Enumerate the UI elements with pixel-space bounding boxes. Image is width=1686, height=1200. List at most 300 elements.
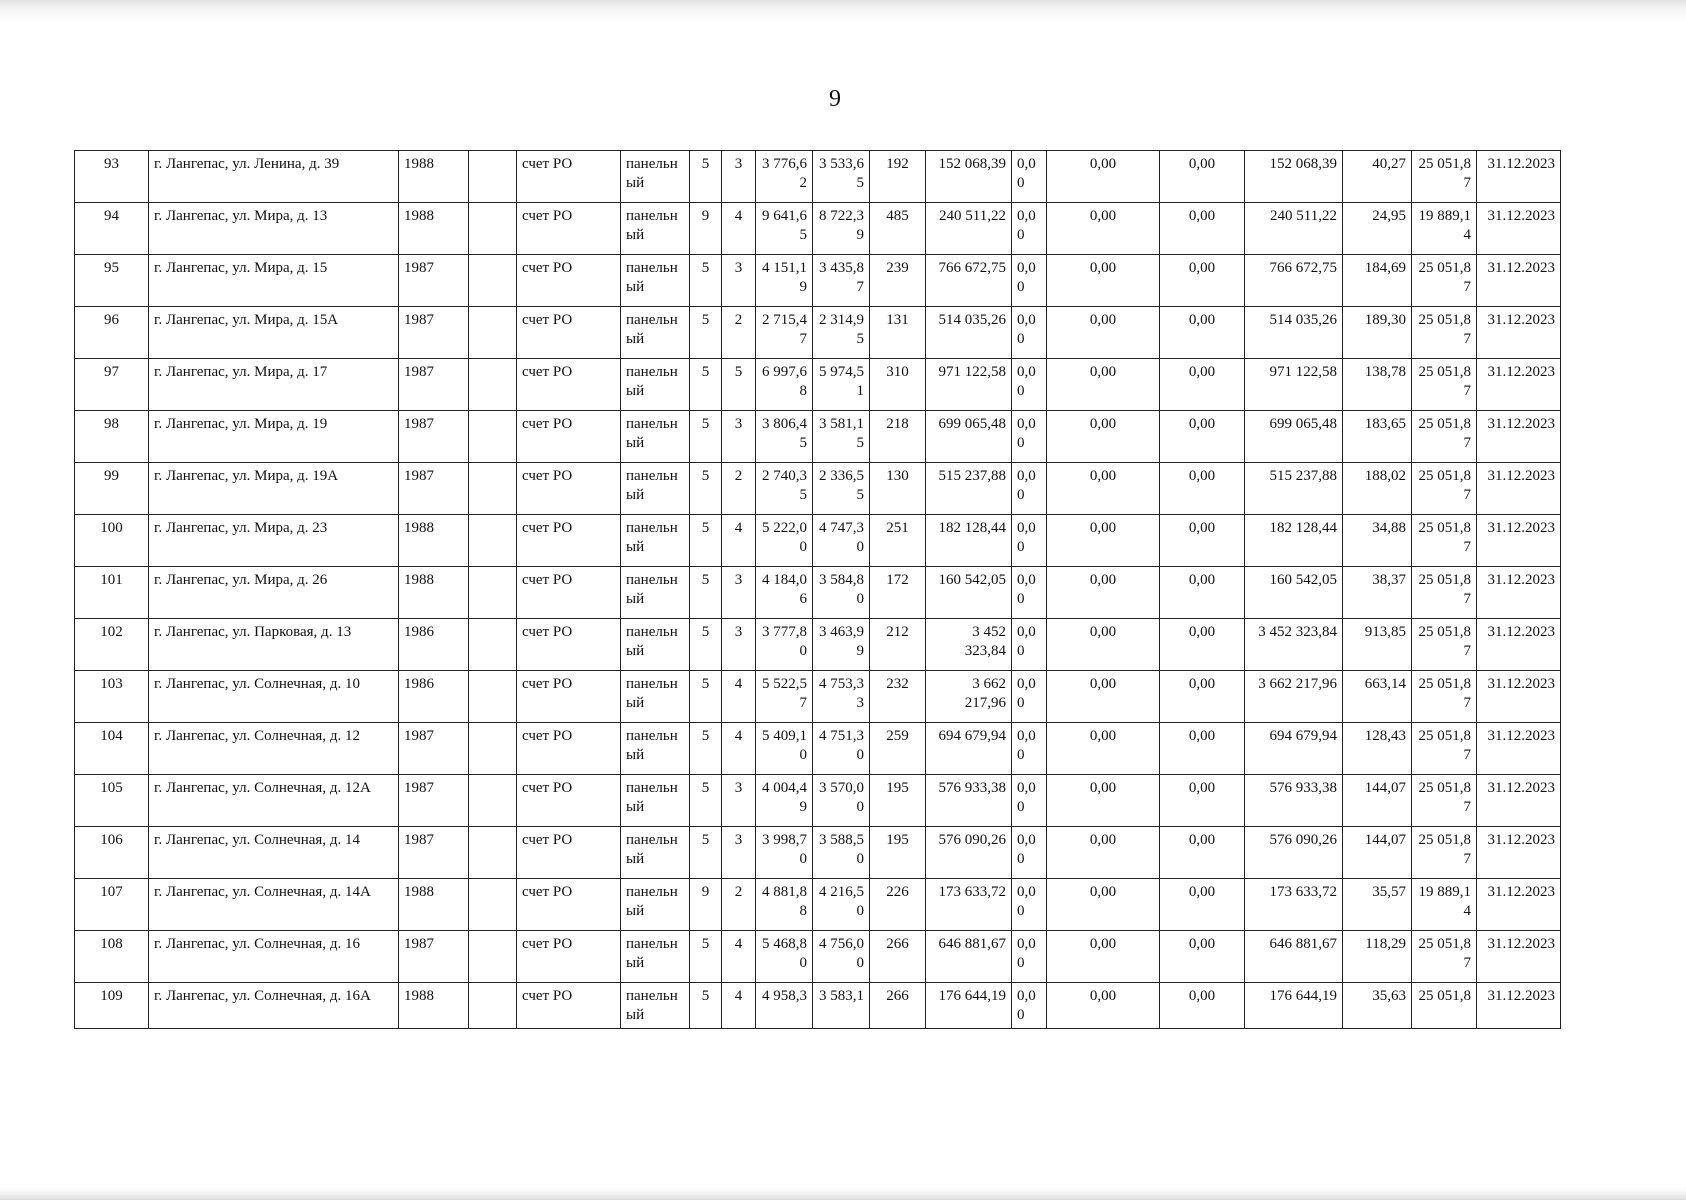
- unit-cost-limit-cell: 25 051,87: [1412, 463, 1477, 515]
- unit-cost-cell: 184,69: [1343, 255, 1412, 307]
- deadline-cell: 31.12.2023: [1477, 151, 1561, 203]
- wall-material-cell: панельный: [621, 151, 690, 203]
- year-cell: 1988: [399, 515, 469, 567]
- local-budget-cell: 0,00: [1160, 359, 1245, 411]
- floors-cell: 5: [690, 255, 722, 307]
- living-area-cell: 3 584,80: [813, 567, 870, 619]
- regional-budget-cell: 0,00: [1047, 723, 1160, 775]
- unit-cost-cell: 40,27: [1343, 151, 1412, 203]
- fund-method-cell: счет РО: [517, 411, 621, 463]
- living-area-cell: 3 588,50: [813, 827, 870, 879]
- local-budget-cell: 0,00: [1160, 567, 1245, 619]
- deadline-cell: 31.12.2023: [1477, 307, 1561, 359]
- unit-cost-cell: 144,07: [1343, 827, 1412, 879]
- year-cell: 1986: [399, 671, 469, 723]
- residents-cell: 232: [870, 671, 926, 723]
- total-cost-cell: 699 065,48: [926, 411, 1012, 463]
- fund-method-cell: счет РО: [517, 827, 621, 879]
- floors-cell: 5: [690, 359, 722, 411]
- row-number: 95: [75, 255, 149, 307]
- floors-cell: 5: [690, 827, 722, 879]
- regional-budget-cell: 0,00: [1047, 619, 1160, 671]
- empty-cell: [469, 827, 517, 879]
- deadline-cell: 31.12.2023: [1477, 255, 1561, 307]
- entrances-cell: 3: [722, 151, 756, 203]
- empty-cell: [469, 879, 517, 931]
- deadline-cell: 31.12.2023: [1477, 619, 1561, 671]
- address-cell: г. Лангепас, ул. Солнечная, д. 16: [149, 931, 399, 983]
- residents-cell: 131: [870, 307, 926, 359]
- unit-cost-cell: 34,88: [1343, 515, 1412, 567]
- empty-cell: [469, 671, 517, 723]
- residents-cell: 259: [870, 723, 926, 775]
- table-row: [75, 827, 1561, 879]
- owners-funds-cell: 3 662 217,96: [1245, 671, 1343, 723]
- year-cell: 1987: [399, 931, 469, 983]
- unit-cost-cell: 189,30: [1343, 307, 1412, 359]
- row-number: 98: [75, 411, 149, 463]
- living-area-cell: 3 435,87: [813, 255, 870, 307]
- table-row: [75, 619, 1561, 671]
- entrances-cell: 3: [722, 827, 756, 879]
- deadline-cell: 31.12.2023: [1477, 411, 1561, 463]
- total-area-cell: 3 806,45: [756, 411, 813, 463]
- owners-funds-cell: 240 511,22: [1245, 203, 1343, 255]
- table-row: [75, 723, 1561, 775]
- address-cell: г. Лангепас, ул. Парковая, д. 13: [149, 619, 399, 671]
- year-cell: 1987: [399, 255, 469, 307]
- fund-method-cell: счет РО: [517, 983, 621, 1029]
- year-cell: 1987: [399, 359, 469, 411]
- buildings-table: [74, 150, 1561, 1029]
- total-cost-cell: 694 679,94: [926, 723, 1012, 775]
- row-number: 108: [75, 931, 149, 983]
- local-budget-cell: 0,00: [1160, 775, 1245, 827]
- empty-cell: [469, 723, 517, 775]
- living-area-cell: 3 533,65: [813, 151, 870, 203]
- wall-material-cell: панельный: [621, 827, 690, 879]
- deadline-cell: 31.12.2023: [1477, 983, 1561, 1029]
- total-area-cell: 5 522,57: [756, 671, 813, 723]
- regional-budget-cell: 0,00: [1047, 463, 1160, 515]
- year-cell: 1987: [399, 723, 469, 775]
- entrances-cell: 2: [722, 307, 756, 359]
- owners-funds-cell: 182 128,44: [1245, 515, 1343, 567]
- year-cell: 1988: [399, 567, 469, 619]
- fund-share-cell: 0,00: [1012, 307, 1047, 359]
- total-cost-cell: 3 452 323,84: [926, 619, 1012, 671]
- total-cost-cell: 646 881,67: [926, 931, 1012, 983]
- fund-share-cell: 0,00: [1012, 671, 1047, 723]
- local-budget-cell: 0,00: [1160, 203, 1245, 255]
- fund-method-cell: счет РО: [517, 723, 621, 775]
- residents-cell: 239: [870, 255, 926, 307]
- fund-share-cell: 0,00: [1012, 619, 1047, 671]
- total-cost-cell: 971 122,58: [926, 359, 1012, 411]
- row-number: 103: [75, 671, 149, 723]
- local-budget-cell: 0,00: [1160, 255, 1245, 307]
- floors-cell: 5: [690, 931, 722, 983]
- fund-share-cell: 0,00: [1012, 879, 1047, 931]
- entrances-cell: 4: [722, 515, 756, 567]
- entrances-cell: 4: [722, 203, 756, 255]
- fund-share-cell: 0,00: [1012, 359, 1047, 411]
- empty-cell: [469, 463, 517, 515]
- deadline-cell: 31.12.2023: [1477, 463, 1561, 515]
- fund-method-cell: счет РО: [517, 307, 621, 359]
- local-budget-cell: 0,00: [1160, 671, 1245, 723]
- address-cell: г. Лангепас, ул. Мира, д. 17: [149, 359, 399, 411]
- total-area-cell: 3 777,80: [756, 619, 813, 671]
- row-number: 109: [75, 983, 149, 1029]
- floors-cell: 5: [690, 463, 722, 515]
- row-number: 105: [75, 775, 149, 827]
- total-area-cell: 3 998,70: [756, 827, 813, 879]
- floors-cell: 5: [690, 775, 722, 827]
- empty-cell: [469, 775, 517, 827]
- row-number: 99: [75, 463, 149, 515]
- scan-edge-top: [0, 0, 1686, 22]
- floors-cell: 9: [690, 879, 722, 931]
- local-budget-cell: 0,00: [1160, 515, 1245, 567]
- wall-material-cell: панельный: [621, 619, 690, 671]
- table-row: [75, 307, 1561, 359]
- living-area-cell: 5 974,51: [813, 359, 870, 411]
- unit-cost-cell: 24,95: [1343, 203, 1412, 255]
- regional-budget-cell: 0,00: [1047, 931, 1160, 983]
- empty-cell: [469, 203, 517, 255]
- row-number: 104: [75, 723, 149, 775]
- year-cell: 1987: [399, 775, 469, 827]
- wall-material-cell: панельный: [621, 931, 690, 983]
- page-number: 9: [829, 86, 841, 112]
- living-area-cell: 4 753,33: [813, 671, 870, 723]
- living-area-cell: 2 314,95: [813, 307, 870, 359]
- floors-cell: 5: [690, 567, 722, 619]
- deadline-cell: 31.12.2023: [1477, 931, 1561, 983]
- table-row: [75, 463, 1561, 515]
- unit-cost-cell: 138,78: [1343, 359, 1412, 411]
- empty-cell: [469, 567, 517, 619]
- wall-material-cell: панельный: [621, 307, 690, 359]
- residents-cell: 212: [870, 619, 926, 671]
- total-cost-cell: 515 237,88: [926, 463, 1012, 515]
- local-budget-cell: 0,00: [1160, 307, 1245, 359]
- regional-budget-cell: 0,00: [1047, 359, 1160, 411]
- total-area-cell: 4 184,06: [756, 567, 813, 619]
- wall-material-cell: панельный: [621, 255, 690, 307]
- total-area-cell: 5 222,00: [756, 515, 813, 567]
- residents-cell: 130: [870, 463, 926, 515]
- year-cell: 1988: [399, 203, 469, 255]
- residents-cell: 195: [870, 827, 926, 879]
- owners-funds-cell: 3 452 323,84: [1245, 619, 1343, 671]
- row-number: 94: [75, 203, 149, 255]
- unit-cost-cell: 663,14: [1343, 671, 1412, 723]
- total-cost-cell: 576 090,26: [926, 827, 1012, 879]
- wall-material-cell: панельный: [621, 203, 690, 255]
- table-row: [75, 931, 1561, 983]
- entrances-cell: 3: [722, 567, 756, 619]
- fund-method-cell: счет РО: [517, 879, 621, 931]
- floors-cell: 5: [690, 983, 722, 1029]
- address-cell: г. Лангепас, ул. Солнечная, д. 14: [149, 827, 399, 879]
- total-area-cell: 9 641,65: [756, 203, 813, 255]
- unit-cost-limit-cell: 19 889,14: [1412, 203, 1477, 255]
- address-cell: г. Лангепас, ул. Мира, д. 15А: [149, 307, 399, 359]
- local-budget-cell: 0,00: [1160, 723, 1245, 775]
- row-number: 101: [75, 567, 149, 619]
- empty-cell: [469, 359, 517, 411]
- fund-method-cell: счет РО: [517, 619, 621, 671]
- wall-material-cell: панельный: [621, 359, 690, 411]
- fund-method-cell: счет РО: [517, 931, 621, 983]
- year-cell: 1987: [399, 827, 469, 879]
- table-row: [75, 359, 1561, 411]
- total-cost-cell: 576 933,38: [926, 775, 1012, 827]
- year-cell: 1987: [399, 463, 469, 515]
- living-area-cell: 3 463,99: [813, 619, 870, 671]
- residents-cell: 218: [870, 411, 926, 463]
- living-area-cell: 3 581,15: [813, 411, 870, 463]
- unit-cost-limit-cell: 19 889,14: [1412, 879, 1477, 931]
- total-cost-cell: 182 128,44: [926, 515, 1012, 567]
- row-number: 96: [75, 307, 149, 359]
- residents-cell: 485: [870, 203, 926, 255]
- wall-material-cell: панельный: [621, 723, 690, 775]
- local-budget-cell: 0,00: [1160, 931, 1245, 983]
- address-cell: г. Лангепас, ул. Солнечная, д. 16А: [149, 983, 399, 1029]
- address-cell: г. Лангепас, ул. Мира, д. 19: [149, 411, 399, 463]
- row-number: 106: [75, 827, 149, 879]
- total-area-cell: 4 151,19: [756, 255, 813, 307]
- total-cost-cell: 514 035,26: [926, 307, 1012, 359]
- unit-cost-cell: 188,02: [1343, 463, 1412, 515]
- unit-cost-cell: 183,65: [1343, 411, 1412, 463]
- wall-material-cell: панельный: [621, 983, 690, 1029]
- fund-method-cell: счет РО: [517, 463, 621, 515]
- total-area-cell: 4 881,88: [756, 879, 813, 931]
- total-area-cell: 5 409,10: [756, 723, 813, 775]
- wall-material-cell: панельный: [621, 463, 690, 515]
- owners-funds-cell: 766 672,75: [1245, 255, 1343, 307]
- floors-cell: 5: [690, 723, 722, 775]
- total-cost-cell: 240 511,22: [926, 203, 1012, 255]
- unit-cost-cell: 35,63: [1343, 983, 1412, 1029]
- year-cell: 1987: [399, 411, 469, 463]
- fund-share-cell: 0,00: [1012, 567, 1047, 619]
- unit-cost-limit-cell: 25 051,8: [1412, 983, 1477, 1029]
- deadline-cell: 31.12.2023: [1477, 775, 1561, 827]
- total-cost-cell: 173 633,72: [926, 879, 1012, 931]
- empty-cell: [469, 619, 517, 671]
- wall-material-cell: панельный: [621, 671, 690, 723]
- address-cell: г. Лангепас, ул. Мира, д. 15: [149, 255, 399, 307]
- living-area-cell: 2 336,55: [813, 463, 870, 515]
- local-budget-cell: 0,00: [1160, 411, 1245, 463]
- residents-cell: 195: [870, 775, 926, 827]
- local-budget-cell: 0,00: [1160, 827, 1245, 879]
- unit-cost-limit-cell: 25 051,87: [1412, 307, 1477, 359]
- year-cell: 1987: [399, 307, 469, 359]
- address-cell: г. Лангепас, ул. Мира, д. 13: [149, 203, 399, 255]
- regional-budget-cell: 0,00: [1047, 671, 1160, 723]
- entrances-cell: 2: [722, 463, 756, 515]
- fund-method-cell: счет РО: [517, 775, 621, 827]
- scan-edge-bottom: [0, 1186, 1686, 1200]
- table-row: [75, 255, 1561, 307]
- fund-method-cell: счет РО: [517, 359, 621, 411]
- row-number: 97: [75, 359, 149, 411]
- total-cost-cell: 152 068,39: [926, 151, 1012, 203]
- local-budget-cell: 0,00: [1160, 879, 1245, 931]
- total-area-cell: 5 468,80: [756, 931, 813, 983]
- regional-budget-cell: 0,00: [1047, 515, 1160, 567]
- floors-cell: 5: [690, 307, 722, 359]
- owners-funds-cell: 694 679,94: [1245, 723, 1343, 775]
- row-number: 93: [75, 151, 149, 203]
- fund-method-cell: счет РО: [517, 671, 621, 723]
- entrances-cell: 2: [722, 879, 756, 931]
- address-cell: г. Лангепас, ул. Мира, д. 19А: [149, 463, 399, 515]
- residents-cell: 251: [870, 515, 926, 567]
- owners-funds-cell: 576 090,26: [1245, 827, 1343, 879]
- table-body: [75, 151, 1561, 1029]
- row-number: 100: [75, 515, 149, 567]
- living-area-cell: 4 216,50: [813, 879, 870, 931]
- entrances-cell: 3: [722, 411, 756, 463]
- regional-budget-cell: 0,00: [1047, 827, 1160, 879]
- owners-funds-cell: 173 633,72: [1245, 879, 1343, 931]
- table-row: [75, 983, 1561, 1029]
- fund-share-cell: 0,00: [1012, 463, 1047, 515]
- unit-cost-limit-cell: 25 051,87: [1412, 567, 1477, 619]
- empty-cell: [469, 931, 517, 983]
- living-area-cell: 8 722,39: [813, 203, 870, 255]
- unit-cost-limit-cell: 25 051,87: [1412, 515, 1477, 567]
- fund-share-cell: 0,00: [1012, 775, 1047, 827]
- total-area-cell: 6 997,68: [756, 359, 813, 411]
- unit-cost-cell: 38,37: [1343, 567, 1412, 619]
- entrances-cell: 3: [722, 619, 756, 671]
- unit-cost-limit-cell: 25 051,87: [1412, 723, 1477, 775]
- total-cost-cell: 160 542,05: [926, 567, 1012, 619]
- fund-method-cell: счет РО: [517, 567, 621, 619]
- owners-funds-cell: 971 122,58: [1245, 359, 1343, 411]
- local-budget-cell: 0,00: [1160, 151, 1245, 203]
- regional-budget-cell: 0,00: [1047, 203, 1160, 255]
- table-row: [75, 671, 1561, 723]
- wall-material-cell: панельный: [621, 411, 690, 463]
- residents-cell: 172: [870, 567, 926, 619]
- fund-share-cell: 0,00: [1012, 827, 1047, 879]
- unit-cost-limit-cell: 25 051,87: [1412, 931, 1477, 983]
- unit-cost-cell: 144,07: [1343, 775, 1412, 827]
- fund-share-cell: 0,00: [1012, 411, 1047, 463]
- entrances-cell: 3: [722, 775, 756, 827]
- year-cell: 1988: [399, 983, 469, 1029]
- year-cell: 1986: [399, 619, 469, 671]
- address-cell: г. Лангепас, ул. Солнечная, д. 12А: [149, 775, 399, 827]
- row-number: 102: [75, 619, 149, 671]
- unit-cost-limit-cell: 25 051,87: [1412, 151, 1477, 203]
- year-cell: 1988: [399, 151, 469, 203]
- fund-share-cell: 0,00: [1012, 723, 1047, 775]
- living-area-cell: 3 570,00: [813, 775, 870, 827]
- empty-cell: [469, 411, 517, 463]
- unit-cost-limit-cell: 25 051,87: [1412, 255, 1477, 307]
- address-cell: г. Лангепас, ул. Мира, д. 26: [149, 567, 399, 619]
- unit-cost-limit-cell: 25 051,87: [1412, 671, 1477, 723]
- wall-material-cell: панельный: [621, 515, 690, 567]
- fund-share-cell: 0,00: [1012, 515, 1047, 567]
- regional-budget-cell: 0,00: [1047, 307, 1160, 359]
- table-row: [75, 775, 1561, 827]
- empty-cell: [469, 515, 517, 567]
- fund-share-cell: 0,00: [1012, 983, 1047, 1029]
- unit-cost-cell: 35,57: [1343, 879, 1412, 931]
- living-area-cell: 4 747,30: [813, 515, 870, 567]
- floors-cell: 5: [690, 151, 722, 203]
- owners-funds-cell: 152 068,39: [1245, 151, 1343, 203]
- total-cost-cell: 766 672,75: [926, 255, 1012, 307]
- wall-material-cell: панельный: [621, 775, 690, 827]
- residents-cell: 266: [870, 931, 926, 983]
- fund-method-cell: счет РО: [517, 151, 621, 203]
- floors-cell: 5: [690, 671, 722, 723]
- unit-cost-limit-cell: 25 051,87: [1412, 775, 1477, 827]
- regional-budget-cell: 0,00: [1047, 879, 1160, 931]
- total-area-cell: 4 958,3: [756, 983, 813, 1029]
- unit-cost-limit-cell: 25 051,87: [1412, 827, 1477, 879]
- deadline-cell: 31.12.2023: [1477, 671, 1561, 723]
- regional-budget-cell: 0,00: [1047, 151, 1160, 203]
- total-cost-cell: 176 644,19: [926, 983, 1012, 1029]
- owners-funds-cell: 515 237,88: [1245, 463, 1343, 515]
- fund-method-cell: счет РО: [517, 203, 621, 255]
- floors-cell: 5: [690, 515, 722, 567]
- table-row: [75, 411, 1561, 463]
- deadline-cell: 31.12.2023: [1477, 203, 1561, 255]
- unit-cost-limit-cell: 25 051,87: [1412, 619, 1477, 671]
- unit-cost-cell: 913,85: [1343, 619, 1412, 671]
- entrances-cell: 4: [722, 983, 756, 1029]
- deadline-cell: 31.12.2023: [1477, 359, 1561, 411]
- deadline-cell: 31.12.2023: [1477, 567, 1561, 619]
- regional-budget-cell: 0,00: [1047, 775, 1160, 827]
- owners-funds-cell: 576 933,38: [1245, 775, 1343, 827]
- regional-budget-cell: 0,00: [1047, 255, 1160, 307]
- deadline-cell: 31.12.2023: [1477, 879, 1561, 931]
- floors-cell: 5: [690, 411, 722, 463]
- residents-cell: 266: [870, 983, 926, 1029]
- owners-funds-cell: 646 881,67: [1245, 931, 1343, 983]
- deadline-cell: 31.12.2023: [1477, 827, 1561, 879]
- fund-method-cell: счет РО: [517, 255, 621, 307]
- table-row: [75, 567, 1561, 619]
- living-area-cell: 4 756,00: [813, 931, 870, 983]
- owners-funds-cell: 514 035,26: [1245, 307, 1343, 359]
- owners-funds-cell: 699 065,48: [1245, 411, 1343, 463]
- total-area-cell: 3 776,62: [756, 151, 813, 203]
- living-area-cell: 4 751,30: [813, 723, 870, 775]
- wall-material-cell: панельный: [621, 567, 690, 619]
- address-cell: г. Лангепас, ул. Солнечная, д. 14А: [149, 879, 399, 931]
- deadline-cell: 31.12.2023: [1477, 515, 1561, 567]
- table-row: [75, 515, 1561, 567]
- empty-cell: [469, 983, 517, 1029]
- empty-cell: [469, 151, 517, 203]
